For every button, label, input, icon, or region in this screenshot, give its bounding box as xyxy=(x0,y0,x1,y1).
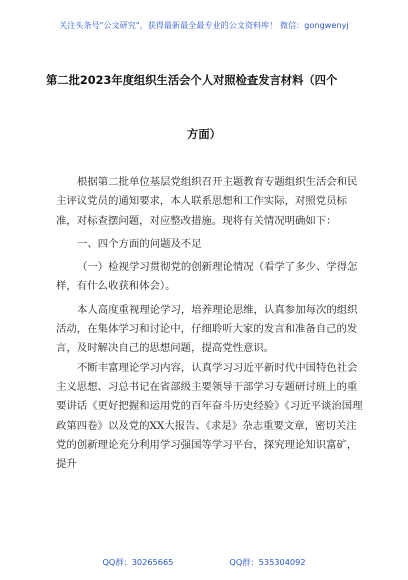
subsection-heading: （一）检视学习贯彻党的创新理论情况（看学了多少、学得怎样，有什么收获和体会）。 xyxy=(56,261,358,293)
footer-qq-group-2: QQ群：535304092 xyxy=(229,557,306,567)
header-promo-note: 关注头条号"公文研究"，获得最新最全最专业的公文资料库！ 微信：gongwenyj xyxy=(59,21,349,30)
document-title-line-2: 方面） xyxy=(187,128,221,141)
intro-paragraph: 根据第二批单位基层党组织召开主题教育专题组织生活会和民主评议党员的通知要求，本人联系思想和工作实际，对照党员标准，对标查摆问题，对应整改措施。现将有关情况明确如下： xyxy=(56,176,358,227)
document-title-line-1: 第二批2023年度组织生活会个人对照检查发言材料（四个 xyxy=(46,74,338,87)
body-paragraph: 本人高度重视理论学习，培养理论思维，认真参加每次的组织活动，在集体学习和讨论中，仔细聆听大家的发言和准备自己的发言，及时解决自己的思想问题，提高党性意识。 xyxy=(56,303,358,355)
document-body xyxy=(56,173,364,474)
footer-contact xyxy=(0,557,408,568)
footer-qq-group-1: QQ群：30265665 xyxy=(102,557,174,567)
section-heading: 一、四个方面的问题及不足 xyxy=(77,237,202,250)
body-paragraph: 不断丰富理论学习内容，认真学习习近平新时代中国特色社会主义思想、习总书记在省部级主要领导干部学习专题研讨班上的重要讲话《更好把握和运用党的百年奋斗历史经验》《习近平谈治国理政第四卷》以及党的XX大报告、《求是》杂志重要文章，密切关注党的创新理论充分利用学习强国等学习平台，探究理论知识富矿，提升 xyxy=(56,361,363,471)
